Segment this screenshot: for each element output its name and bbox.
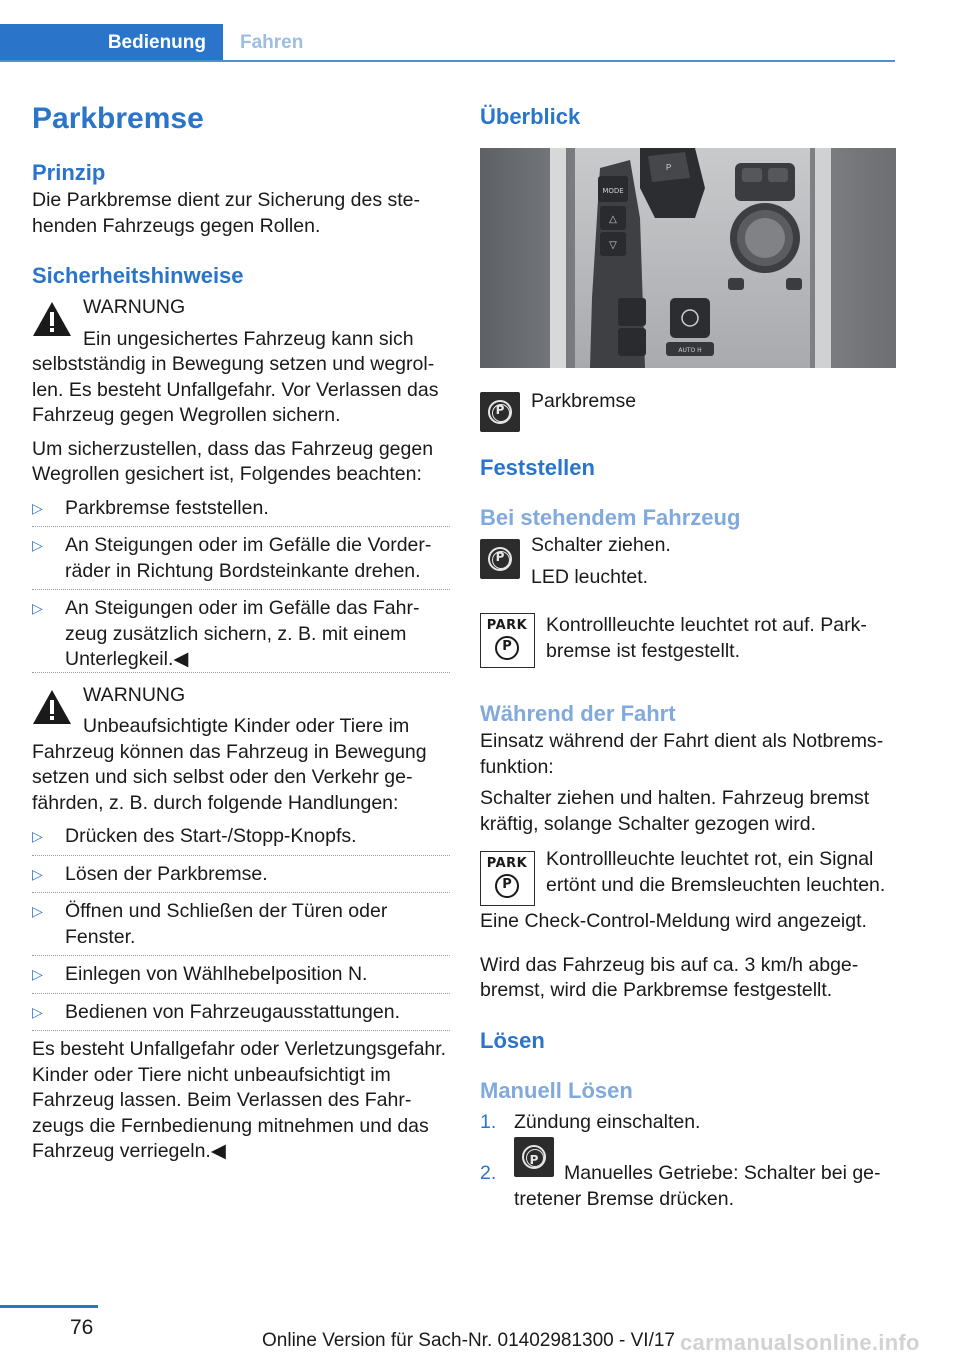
closing-text: Es besteht Unfallgefahr oder Verletzungsgefahr. Kinder oder Tiere nicht unbeaufsichtigt im Fahrzeug lassen. Beim Verlassen des Fahrzeugs die Fernbedienung mitnehmen und das Fahrzeug verriegeln.◀	[32, 1038, 447, 1162]
ueberblick-heading: Überblick	[480, 104, 581, 129]
list-item: ▷ Drücken des Start-/Stopp-Knopfs.	[32, 818, 450, 856]
warning-text: selbstständig in Bewegung setzen und wegrollen. Es besteht Unfallgefahr. Vor Verlassen das Fahrzeug gegen Wegrollen sichern.	[32, 353, 439, 426]
stehend-heading: Bei stehendem Fahrzeug	[480, 505, 741, 530]
warning-line: Ein ungesichertes Fahrzeug kann sich	[83, 327, 414, 350]
instruction-text: Um sicherzustellen, dass das Fahrzeug gegen Wegrollen gesichert ist, Folgendes beachten:	[32, 437, 434, 485]
watermark: carmanualsonline.info	[680, 1330, 920, 1355]
online-version-text: Online Version für Sach-Nr. 01402981300 - VI/17	[262, 1330, 675, 1351]
svg-text:▽: ▽	[609, 240, 617, 251]
precaution-list	[32, 490, 450, 673]
triangle-bullet-icon: ▷	[32, 499, 43, 516]
warning-text: Fahrzeug können das Fahrzeug in Bewegung setzen und sich selbst oder den Verkehr gefährden, z. B. durch folgende Handlungen:	[32, 740, 427, 814]
svg-text:△: △	[609, 214, 617, 225]
list-item: ▷ Bedienen von Fahrzeugausstattungen.	[32, 994, 450, 1032]
footer-divider	[0, 1305, 98, 1308]
triangle-bullet-icon: ▷	[32, 537, 43, 553]
triangle-bullet-icon: ▷	[32, 828, 43, 844]
triangle-bullet-icon: ▷	[32, 966, 43, 982]
parking-brake-switch-icon: P	[480, 539, 520, 579]
loesen-steps	[480, 1110, 896, 1213]
warning-icon	[32, 689, 72, 725]
center-console-photo	[480, 148, 896, 368]
kmh-text: Wird das Fahrzeug bis auf ca. 3 km/h abgebremst, wird die Parkbremse festgestellt.	[480, 953, 859, 1001]
console-illustration	[480, 148, 896, 368]
list-item: 2. P Manuelles Getriebe: Schalter bei getretener Bremse drücken.	[480, 1161, 896, 1212]
header-divider	[0, 60, 895, 62]
list-item: ▷ Öffnen und Schließen der Türen oder Fenster.	[32, 893, 450, 956]
manuell-heading: Manuell Lösen	[480, 1077, 633, 1103]
schalter-ziehen: Schalter ziehen.	[531, 534, 671, 556]
park-indicator-icon: PARK P	[480, 613, 535, 668]
fahrt-text-1: Einsatz während der Fahrt dient als Notbremsfunktion:	[480, 730, 884, 778]
triangle-bullet-icon: ▷	[32, 865, 43, 882]
schalter-block	[480, 533, 896, 590]
tab-bedienung[interactable]: Bedienung	[0, 24, 223, 62]
auto-hold-label: AUTO H	[678, 347, 702, 354]
feststellen-heading: Feststellen	[480, 455, 595, 480]
warning-label: WARNUNG	[83, 296, 186, 318]
list-item: ▷ Parkbremse feststellen.	[32, 490, 450, 528]
chapter-header	[0, 24, 895, 62]
park-indicator-icon: PARK P	[480, 851, 535, 906]
page-title: Parkbremse	[32, 102, 204, 135]
check-control-text: Eine Check-Control-Meldung wird angezeigt.	[480, 910, 867, 932]
p-button-label: P	[666, 163, 672, 172]
kontroll-text: Kontrollleuchte leuchtet rot auf. Parkbremse ist festgestellt.	[546, 614, 867, 662]
triangle-bullet-icon: ▷	[32, 903, 43, 919]
warning-block-2	[32, 683, 450, 817]
kontroll-block-1	[480, 613, 896, 669]
right-column	[480, 98, 896, 1212]
list-item: ▷ An Steigungen oder im Gefälle das Fahrzeug zusätzlich sichern, z. B. mit einem Unterlegkeil.◀	[32, 590, 450, 673]
action-list	[32, 818, 450, 1031]
loesen-heading: Lösen	[480, 1027, 545, 1053]
parking-brake-switch-icon: P	[480, 392, 520, 432]
warning-label: WARNUNG	[83, 683, 186, 706]
prinzip-heading: Prinzip	[32, 160, 106, 185]
prinzip-text: Die Parkbremse dient zur Sicherung des stehenden Fahrzeugs gegen Rollen.	[32, 189, 421, 237]
fahrt-heading: Während der Fahrt	[480, 701, 676, 726]
mode-button-label: MODE	[602, 187, 624, 195]
parkbremse-label: Parkbremse	[531, 390, 637, 412]
triangle-bullet-icon: ▷	[32, 600, 43, 616]
led-leuchtet: LED leuchtet.	[531, 565, 649, 588]
list-item: ▷ An Steigungen oder im Gefälle die Vorderräder in Richtung Bordsteinkante drehen.	[32, 527, 450, 590]
page-number: 76	[70, 1316, 94, 1339]
left-column	[32, 98, 450, 1165]
list-item: ▷ Einlegen von Wählhebelposition N.	[32, 956, 450, 994]
tab-fahren[interactable]: Fahren	[240, 32, 304, 53]
warning-line: Unbeaufsichtigte Kinder oder Tiere im	[83, 715, 410, 737]
kontroll-block-2	[480, 847, 896, 903]
sicherheit-heading: Sicherheitshinweise	[32, 263, 244, 288]
list-item: 1. Zündung einschalten.	[480, 1110, 701, 1133]
kontroll-text: Kontrollleuchte leuchtet rot, ein Signal ertönt und die Bremsleuchten leuchten.	[546, 848, 886, 896]
warning-icon	[32, 301, 72, 337]
warning-block-1	[32, 295, 450, 429]
parkbremse-row	[480, 386, 896, 430]
list-item: ▷ Lösen der Parkbremse.	[32, 856, 450, 894]
triangle-bullet-icon: ▷	[32, 1003, 43, 1020]
fahrt-text-2: Schalter ziehen und halten. Fahrzeug bremst kräftig, solange Schalter gezogen wird.	[480, 787, 870, 835]
parking-brake-switch-icon: P	[514, 1137, 554, 1177]
